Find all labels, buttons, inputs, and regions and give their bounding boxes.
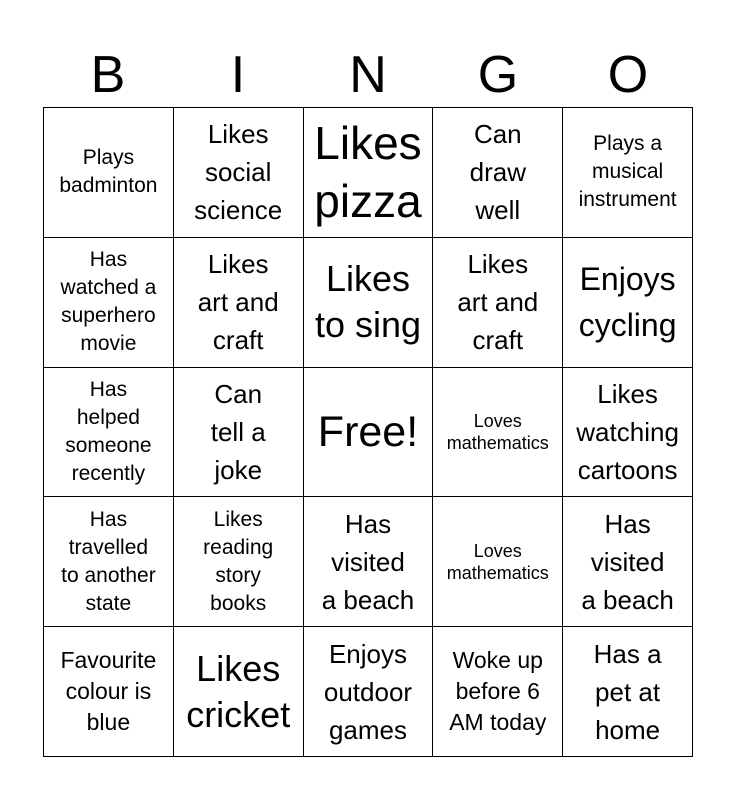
header-letter-n: N — [349, 46, 387, 104]
cell-text: Enjoys outdoor games — [323, 638, 413, 745]
cell-text: Woke up before 6 AM today — [449, 647, 547, 736]
bingo-cell-r2c5[interactable] — [563, 238, 693, 368]
bingo-cell-r4c5[interactable] — [563, 497, 693, 627]
bingo-cell-r2c3[interactable] — [304, 238, 434, 368]
header-letter-b: B — [90, 46, 126, 104]
bingo-cell-r3c1[interactable] — [44, 368, 174, 498]
bingo-grid — [43, 107, 693, 757]
bingo-cell-r2c4[interactable] — [433, 238, 563, 368]
bingo-cell-r4c4[interactable] — [433, 497, 563, 627]
header-letter-i: I — [230, 46, 246, 104]
cell-text: Likes watching cartoons — [576, 378, 679, 485]
bingo-cell-r5c4[interactable] — [433, 627, 563, 757]
cell-text: Plays a musical instrument — [578, 132, 677, 212]
cell-text: Has visited a beach — [321, 508, 415, 615]
cell-text: Loves mathematics — [446, 540, 549, 583]
header-letter-g: G — [477, 46, 519, 104]
cell-text: Favourite colour is blue — [60, 647, 157, 736]
bingo-cell-r1c5[interactable] — [563, 108, 693, 238]
cell-text: Has visited a beach — [581, 508, 674, 615]
cell-text: Has travelled to another state — [61, 507, 156, 615]
cell-text: Loves mathematics — [446, 410, 549, 453]
bingo-cell-r3c2[interactable] — [174, 368, 304, 498]
bingo-cell-r1c2[interactable] — [174, 108, 304, 238]
bingo-cell-r5c5[interactable] — [563, 627, 693, 757]
bingo-cell-r5c1[interactable] — [44, 627, 174, 757]
bingo-header — [43, 44, 693, 106]
bingo-cell-r3c4[interactable] — [433, 368, 563, 498]
cell-text: Enjoys cycling — [578, 261, 677, 344]
cell-text: Likes reading story books — [203, 507, 274, 615]
cell-text: Has a pet at home — [593, 638, 662, 745]
bingo-cell-free[interactable] — [304, 368, 434, 498]
bingo-cell-r4c1[interactable] — [44, 497, 174, 627]
cell-text: Likes art and craft — [457, 249, 539, 356]
bingo-cell-r1c3[interactable] — [304, 108, 434, 238]
bingo-cell-r2c2[interactable] — [174, 238, 304, 368]
cell-text: Has helped someone recently — [65, 377, 152, 485]
bingo-cell-r5c3[interactable] — [304, 627, 434, 757]
cell-text: Plays badminton — [59, 146, 158, 198]
header-letter-o: O — [607, 46, 649, 104]
cell-text: Likes to sing — [314, 258, 422, 346]
bingo-cell-r1c4[interactable] — [433, 108, 563, 238]
free-space-text: Free! — [317, 407, 419, 456]
bingo-cell-r1c1[interactable] — [44, 108, 174, 238]
bingo-cell-r4c2[interactable] — [174, 497, 304, 627]
cell-text: Likes pizza — [314, 117, 422, 228]
bingo-cell-r2c1[interactable] — [44, 238, 174, 368]
bingo-cell-r5c2[interactable] — [174, 627, 304, 757]
cell-text: Likes art and craft — [197, 249, 279, 356]
cell-text: Can draw well — [469, 119, 526, 226]
bingo-cell-r3c5[interactable] — [563, 368, 693, 498]
cell-text: Likes social science — [194, 119, 283, 226]
cell-text: Can tell a joke — [210, 378, 266, 485]
bingo-cell-r4c3[interactable] — [304, 497, 434, 627]
cell-text: Has watched a superhero movie — [60, 248, 157, 356]
cell-text: Likes cricket — [186, 647, 291, 735]
